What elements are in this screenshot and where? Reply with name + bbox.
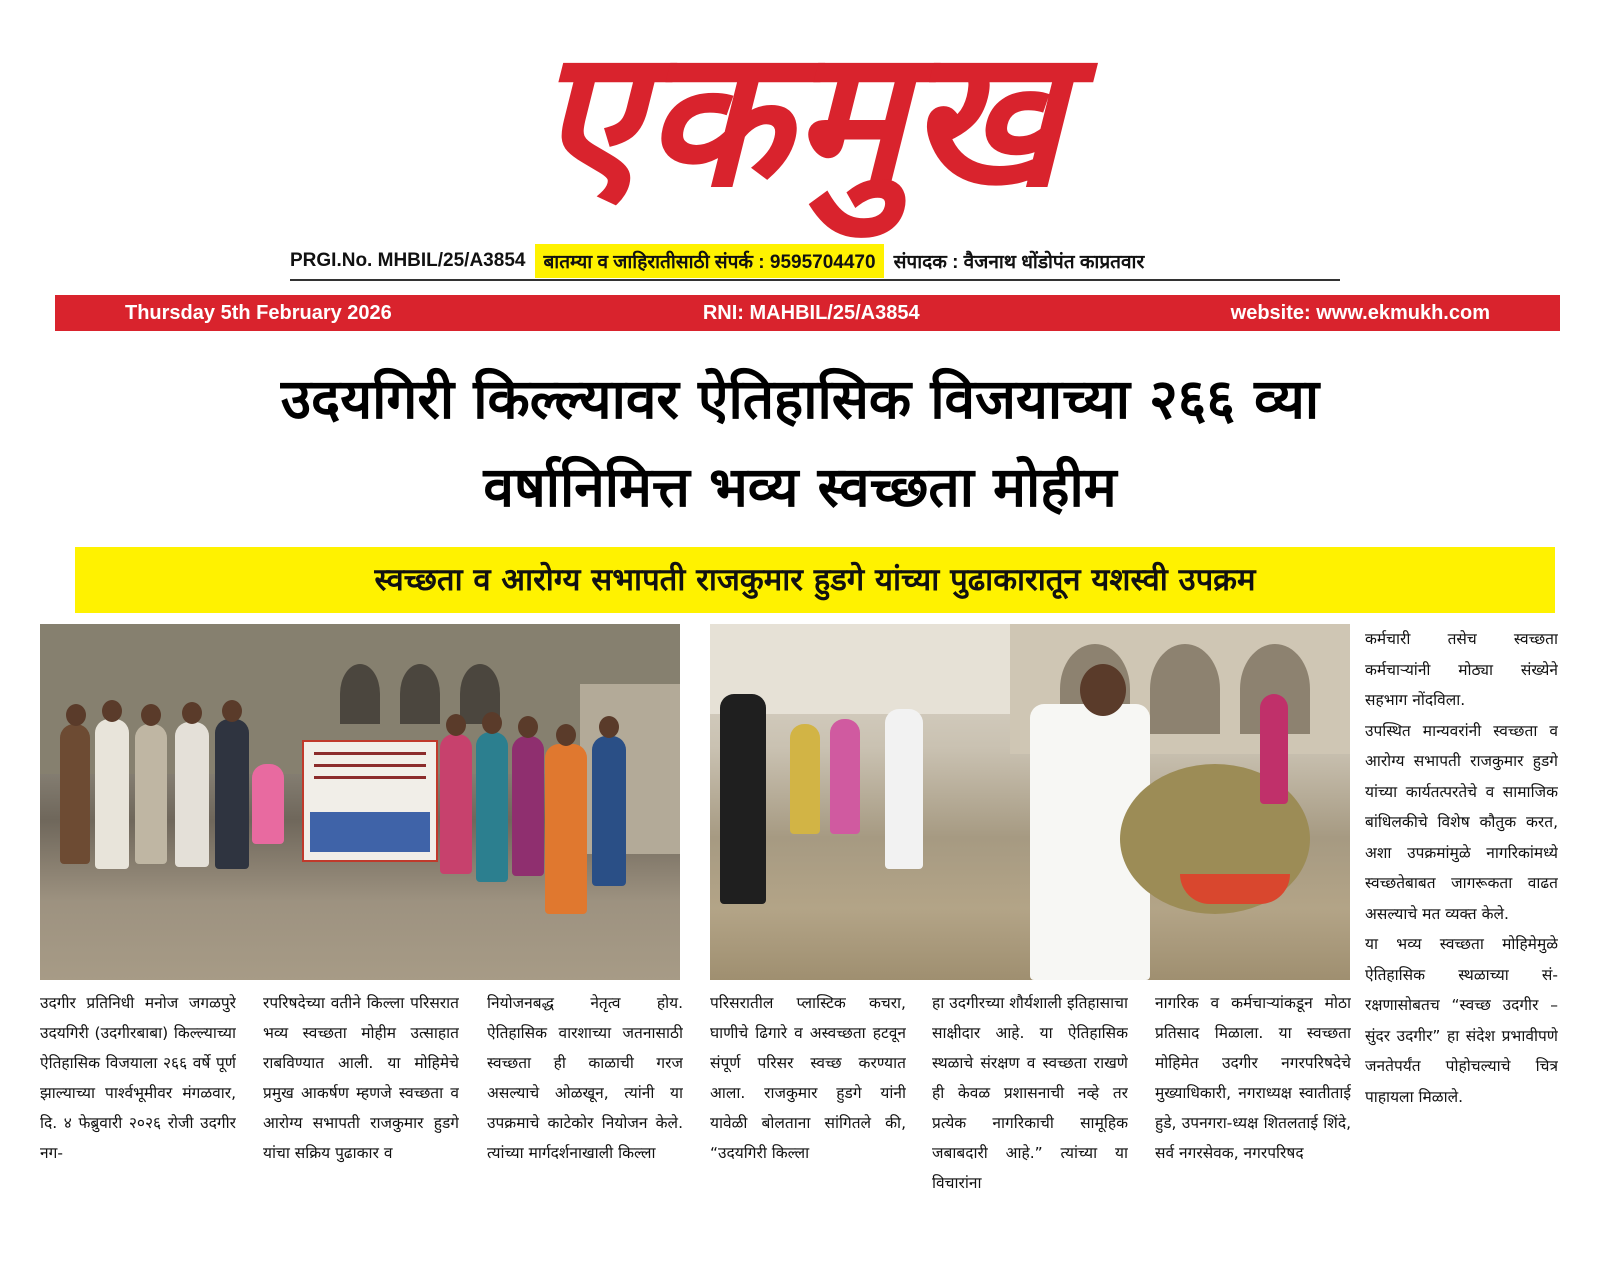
right-column-paragraph-3: या भव्य स्वच्छता मोहिमेमुळे ऐतिहासिक स्थळाच्या सं-रक्षणासोबतच “स्वच्छ उदगीर – सुंदर उदगीर” हा संदेश प्रभावीपणे जनतेपर्यंत पोहोचल्याचे चित्र पाहायला मिळाले.	[1365, 935, 1558, 1106]
website-label: website: www.ekmukh.com	[1230, 301, 1490, 324]
newspaper-masthead: एकमुख	[535, 6, 1065, 229]
article-column-2: रपरिषदेच्या वतीने किल्ला परिसरात भव्य स्वच्छता मोहीम उत्साहात राबविण्यात आली. या मोहिमेचे प्रमुख आकर्षण म्हणजे स्वच्छता व आरोग्य सभापती राजकुमार हुडगे यांचा सक्रिय पुढाकार व	[263, 994, 459, 1162]
editor-name: संपादक : वैजनाथ धोंडोपंत काप्रतवार	[893, 252, 1145, 273]
cleanup-photo	[710, 624, 1350, 980]
event-banner	[302, 740, 438, 862]
contact-highlight: बातम्या व जाहिरातीसाठी संपर्क : 9595704470	[535, 244, 883, 278]
right-column-paragraph-2: उपस्थित मान्यवरांनी स्वच्छता व आरोग्य सभापती राजकुमार हुडगे यांच्या कार्यतत्परतेचे व सामाजिक बांधिलकीचे विशेष कौतुक करत, अशा उपक्रमांमुळे नागरिकांमध्ये स्वच्छतेबाबत जागरूकता वाढत असल्याचे मत व्यक्त केले.	[1365, 721, 1558, 923]
article-column-5: हा उदगीरच्या शौर्यशाली इतिहासाचा साक्षीदार आहे. या ऐतिहासिक स्थळाचे संरक्षण व स्वच्छता राखणे ही केवळ प्रशासनाची नव्हे तर प्रत्येक नागरिकाची सामूहिक जबाबदारी आहे.” त्यांच्या या विचारांना	[932, 994, 1128, 1192]
publication-info-line	[290, 243, 1340, 281]
article-subheadline: स्वच्छता व आरोग्य सभापती राजकुमार हुडगे यांच्या पुढाकारातून यशस्वी उपक्रम	[75, 547, 1555, 613]
article-headline	[40, 355, 1560, 531]
article-right-column	[1365, 624, 1558, 1264]
article-column-6: नागरिक व कर्मचाऱ्यांकडून मोठा प्रतिसाद मिळाला. या स्वच्छता मोहिमेत उदगीर नगरपरिषदेचे मुख्याधिकारी, नगराध्यक्ष स्वातीताई हुडे, उपनगरा-ध्यक्ष शितलताई शिंदे, सर्व नगरसेवक, नगरपरिषद	[1155, 994, 1351, 1162]
article-column-1: उदगीर प्रतिनिधी मनोज जगळपुरे उदयगिरी (उदगीरबाबा) किल्ल्याच्या ऐतिहासिक विजयाला २६६ वर्षे पूर्ण झाल्याच्या पार्श्वभूमीवर मंगळवार, दि. ४ फेब्रुवारी २०२६ रोजी उदगीर नग-	[40, 994, 236, 1162]
article-column-3: नियोजनबद्ध नेतृत्व होय. ऐतिहासिक वारशाच्या जतनासाठी स्वच्छता ही काळाची गरज असल्याचे ओळखून, त्यांनी या उपक्रमाचे काटेकोर नियोजन केले. त्यांच्या मार्गदर्शनाखाली किल्ला	[487, 994, 683, 1162]
article-column-4: परिसरातील प्लास्टिक कचरा, घाणीचे ढिगारे व अस्वच्छता हटवून संपूर्ण परिसर स्वच्छ करण्यात आला. राजकुमार हुडगे यांनी यावेळी बोलताना सांगितले की, “उदयगिरी किल्ला	[710, 994, 906, 1162]
headline-line-2: वर्षानिमित्त भव्य स्वच्छता मोहीम	[483, 455, 1117, 519]
group-photo	[40, 624, 680, 980]
headline-line-1: उदयगिरी किल्ल्यावर ऐतिहासिक विजयाच्या २६६ व्या	[280, 367, 1320, 431]
rni-number: RNI: MAHBIL/25/A3854	[702, 301, 920, 324]
red-basket	[1180, 874, 1290, 904]
right-column-paragraph-1: कर्मचारी तसेच स्वच्छता कर्मचाऱ्यांनी मोठ्या संख्येने सहभाग नोंदविला.	[1365, 630, 1558, 709]
issue-date: Thursday 5th February 2026	[125, 301, 392, 324]
prgi-number: PRGI.No. MHBIL/25/A3854	[290, 250, 526, 271]
date-bar	[55, 295, 1560, 331]
